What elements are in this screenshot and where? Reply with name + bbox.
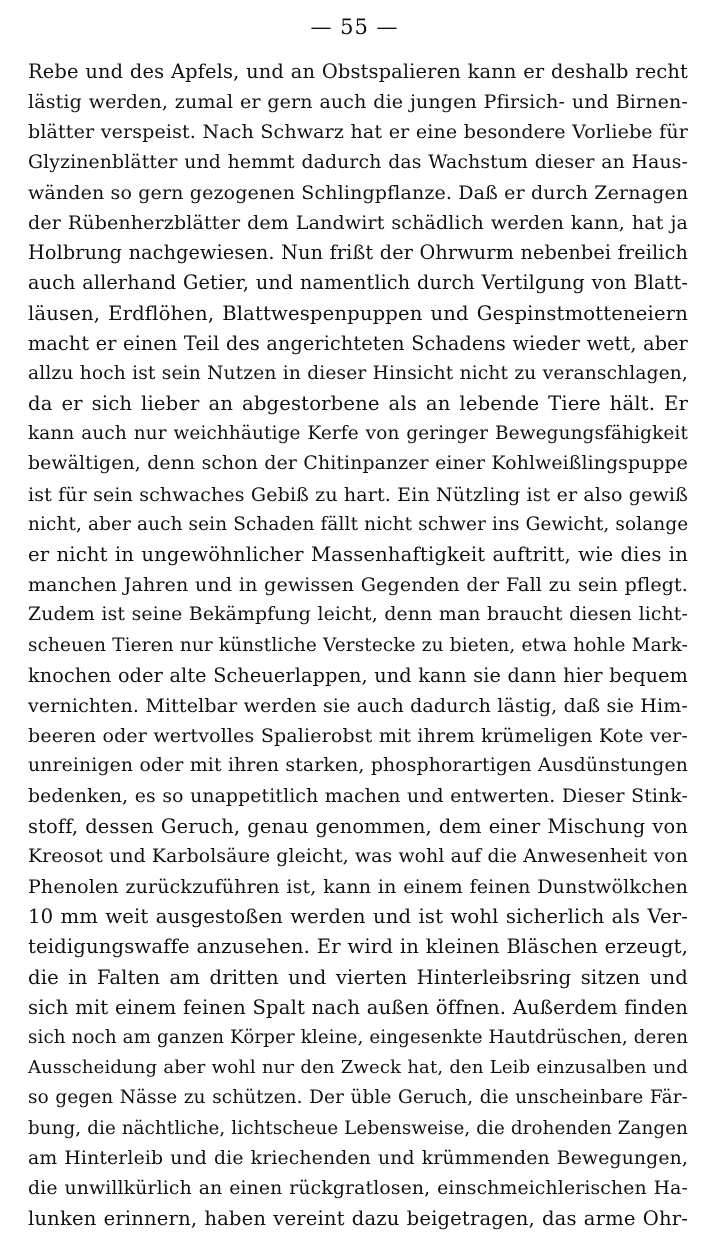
text-line-18: manchen Jahren und in gewissen Gegenden der Fall zu sein pflegt. — [28, 574, 688, 597]
text-line-11: allzu hoch ist sein Nutzen in dieser Hinsicht nicht zu veranschlagen, — [28, 362, 688, 384]
text-line-3: blätter verspeist. Nach Schwarz hat er eine besondere Vorliebe für — [28, 121, 688, 144]
text-line-9: läusen, Erdflöhen, Blattwespenpuppen und Gespinstmotteneiern — [28, 301, 688, 325]
text-line-17: er nicht in ungewöhnlicher Massenhaftigkeit auftritt, wie dies in — [28, 543, 688, 566]
text-line-32: sich mit einem feinen Spalt nach außen öffnen. Außerdem finden — [28, 995, 688, 1019]
text-line-13: kann auch nur weichhäutige Kerfe von geringer Bewegungsfähigkeit — [28, 423, 688, 445]
text-line-16: nicht, aber auch sein Schaden fällt nicht schwer ins Gewicht, solange — [28, 513, 689, 535]
page-number: — 55 — — [310, 15, 399, 39]
text-line-2: lästig werden, zumal er gern auch die jungen Pfirsich- und Birnen- — [28, 91, 688, 114]
text-line-29: 10 mm weit ausgestoßen werden und ist wohl sicherlich als Ver- — [28, 905, 688, 929]
text-line-12: da er sich lieber an abgestorbene als an lebende Tiere hält. Er — [28, 392, 688, 416]
text-line-34: Ausscheidung aber wohl nur den Zweck hat, den Leib einzusalben und — [28, 1057, 688, 1079]
text-line-15: ist für sein schwaches Gebiß zu hart. Ein Nützling ist er also gewiß — [28, 483, 688, 506]
text-line-4: Glyzinenblätter und hemmt dadurch das Wachstum dieser an Haus- — [28, 151, 688, 173]
text-line-38: die unwillkürlich an einen rückgratlosen, einschmeichlerischen Ha- — [28, 1177, 688, 1199]
text-line-8: auch allerhand Getier, und namentlich durch Vertilgung von Blatt- — [28, 271, 688, 295]
text-line-28: Phenolen zurückzuführen ist, kann in einem feinen Dunstwölkchen — [28, 876, 688, 899]
text-line-35: so gegen Nässe zu schützen. Der üble Geruch, die unscheinbare Fär- — [28, 1087, 688, 1109]
text-line-31: die in Falten am dritten und vierten Hinterleibsring sitzen und — [28, 965, 688, 989]
text-line-20: scheuen Tieren nur künstliche Verstecke zu bieten, etwa hohle Mark- — [28, 634, 688, 656]
text-line-23: beeren oder wertvolles Spalierobst mit ihrem krümeligen Kote ver- — [28, 725, 688, 748]
text-line-27: Kreosot und Karbolsäure gleicht, was wohl auf die Anwesenheit von — [28, 845, 688, 867]
text-line-21: knochen oder alte Scheuerlappen, und kann sie dann hier bequem — [28, 663, 688, 687]
text-line-14: bewältigen, denn schon der Chitinpanzer einer Kohlweißlingspuppe — [28, 453, 688, 475]
text-line-36: bung, die nächtliche, lichtscheue Lebensweise, die drohenden Zangen — [28, 1117, 688, 1139]
text-line-10: macht er einen Teil des angerichteten Schadens wieder wett, aber — [28, 331, 688, 355]
body-text — [28, 57, 688, 1234]
text-line-7: Holbrung nachgewiesen. Nun frißt der Ohrwurm nebenbei freilich — [28, 241, 688, 265]
text-line-19: Zudem ist seine Bekämpfung leicht, denn man braucht diesen licht- — [28, 604, 688, 626]
text-line-33: sich noch am ganzen Körper kleine, eingesenkte Hautdrüschen, deren — [28, 1027, 689, 1048]
text-line-25: bedenken, es so unappetitlich machen und entwerten. Dieser Stink- — [28, 785, 688, 807]
text-line-6: der Rübenherzblätter dem Landwirt schädlich werden kann, hat ja — [28, 211, 688, 234]
text-line-1: Rebe und des Apfels, und an Obstspalieren kann er deshalb recht — [28, 60, 688, 83]
text-line-24: unreinigen oder mit ihren starken, phosphorartigen Ausdünstungen — [28, 755, 688, 777]
text-line-22: vernichten. Mittelbar werden sie auch dadurch lästig, daß sie Him- — [28, 694, 688, 717]
text-line-39: lunken erinnern, haben vereint dazu beigetragen, das arme Ohr- — [28, 1207, 688, 1231]
text-line-37: am Hinterleib und die kriechenden und krümmenden Bewegungen, — [28, 1147, 688, 1169]
text-line-26: stoff, dessen Geruch, genau genommen, dem einer Mischung von — [28, 814, 688, 838]
text-line-30: teidigungswaffe anzusehen. Er wird in kleinen Bläschen erzeugt, — [28, 935, 688, 959]
text-line-5: wänden so gern gezogenen Schlingpflanze. Daß er durch Zernagen — [28, 181, 689, 204]
